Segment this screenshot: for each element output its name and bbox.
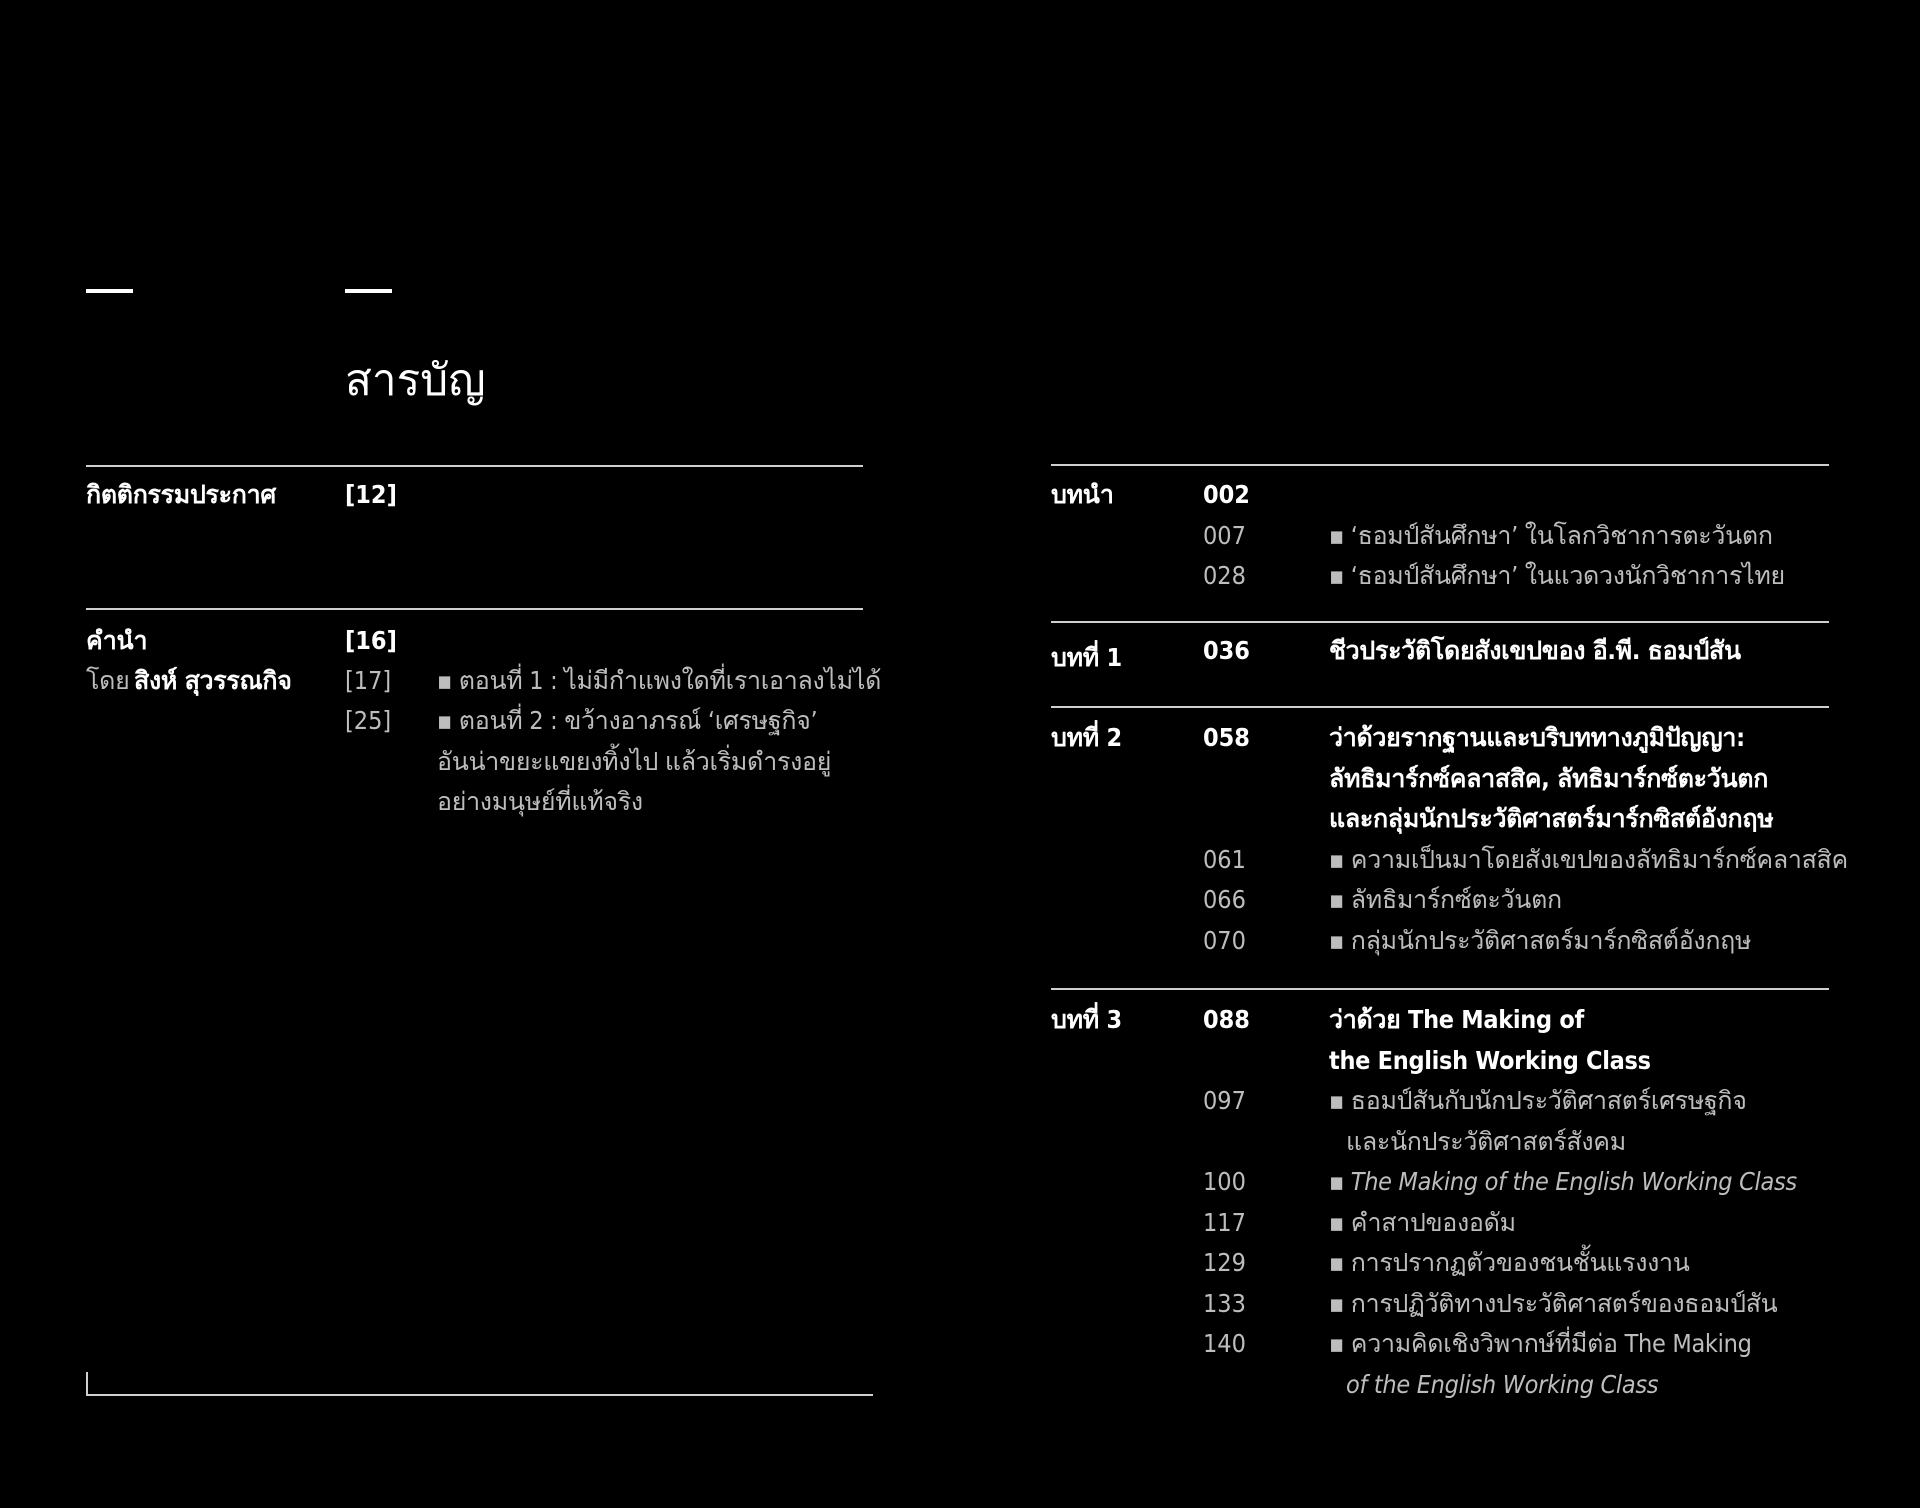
chapter-3-sub-5: ▪ การปฏิวัติทางประวัติศาสตร์ของธอมป์สัน	[1329, 1289, 1778, 1318]
author-name: สิงห์ สุวรรณกิจ	[134, 666, 292, 695]
chapter-1-title: ชีวประวัติโดยสังเขปของ อี.พี. ธอมป์สัน	[1329, 636, 1741, 665]
entry-page-preface: [16]	[345, 626, 397, 655]
corner-mark-horizontal	[86, 1394, 873, 1396]
intro-sub-2: ▪ ‘ธอมป์สันศึกษา’ ในแวดวงนักวิชาการไทย	[1329, 561, 1785, 590]
divider-chapter-1	[1051, 621, 1829, 623]
chapter-2-title-line-1: ว่าด้วยรากฐานและบริบททางภูมิปัญญา:	[1329, 723, 1745, 752]
preface-subitem-page-2: [25]	[345, 706, 392, 735]
chapter-3-sub-6-line-2: of the English Working Class	[1346, 1370, 1659, 1399]
section-label-chapter-3: บทที่ 3	[1051, 1005, 1122, 1034]
chapter-3-sub-1-line-1: ▪ ธอมป์สันกับนักประวัติศาสตร์เศรษฐกิจ	[1329, 1086, 1747, 1115]
chapter-3-sub-4: ▪ การปรากฏตัวของชนชั้นแรงงาน	[1329, 1248, 1690, 1277]
section-page-chapter-1: 036	[1203, 636, 1250, 665]
chapter-2-title-line-3: และกลุ่มนักประวัติศาสตร์มาร์กซิสต์อังกฤษ	[1329, 804, 1774, 833]
chapter-3-sub-page-4: 129	[1203, 1248, 1246, 1277]
preface-subitem-1: ▪ ตอนที่ 1 : ไม่มีกำแพงใดที่เราเอาลงไม่ได้	[437, 666, 882, 695]
divider-preface	[86, 608, 863, 610]
preface-author	[86, 661, 292, 704]
chapter-2-sub-1: ▪ ความเป็นมาโดยสังเขปของลัทธิมาร์กซ์คลาสสิค	[1329, 845, 1848, 874]
corner-mark-vertical	[86, 1372, 88, 1396]
preface-subitem-2-line-3: อย่างมนุษย์ที่แท้จริง	[437, 787, 643, 816]
entry-page-acknowledgements: [12]	[345, 480, 397, 509]
chapter-2-sub-3: ▪ กลุ่มนักประวัติศาสตร์มาร์กซิสต์อังกฤษ	[1329, 926, 1752, 955]
section-page-intro: 002	[1203, 480, 1250, 509]
chapter-2-sub-page-3: 070	[1203, 926, 1246, 955]
chapter-2-title-line-2: ลัทธิมาร์กซ์คลาสสิค, ลัทธิมาร์กซ์ตะวันตก	[1329, 764, 1769, 793]
chapter-2-sub-page-2: 066	[1203, 885, 1246, 914]
chapter-3-sub-1-line-2: และนักประวัติศาสตร์สังคม	[1346, 1127, 1626, 1156]
section-label-chapter-1: บทที่ 1	[1051, 643, 1122, 672]
chapter-3-sub-2: ▪ The Making of the English Working Class	[1329, 1167, 1797, 1196]
section-page-chapter-3: 088	[1203, 1005, 1250, 1034]
chapter-3-sub-page-6: 140	[1203, 1329, 1246, 1358]
chapter-3-sub-page-1: 097	[1203, 1086, 1246, 1115]
chapter-2-sub-page-1: 061	[1203, 845, 1246, 874]
left-column-dash	[86, 289, 133, 293]
entry-label-acknowledgements: กิตติกรรมประกาศ	[86, 480, 276, 509]
intro-sub-page-2: 028	[1203, 561, 1246, 590]
divider-chapter-3	[1051, 988, 1829, 990]
chapter-3-sub-page-3: 117	[1203, 1208, 1246, 1237]
chapter-3-title-line-2: the English Working Class	[1329, 1046, 1651, 1075]
entry-label-preface: คำนำ	[86, 626, 148, 655]
section-label-chapter-2: บทที่ 2	[1051, 723, 1122, 752]
chapter-3-sub-page-2: 100	[1203, 1167, 1246, 1196]
section-page-chapter-2: 058	[1203, 723, 1250, 752]
chapter-3-sub-6-line-1: ▪ ความคิดเชิงวิพากษ์ที่มีต่อ The Making	[1329, 1329, 1752, 1358]
divider-chapter-2	[1051, 706, 1829, 708]
title-dash	[345, 289, 392, 293]
intro-sub-page-1: 007	[1203, 521, 1246, 550]
divider-intro	[1051, 464, 1829, 466]
chapter-3-sub-page-5: 133	[1203, 1289, 1246, 1318]
author-prefix: โดย	[86, 666, 130, 695]
intro-sub-1: ▪ ‘ธอมป์สันศึกษา’ ในโลกวิชาการตะวันตก	[1329, 521, 1773, 550]
divider-acknowledgements	[86, 465, 863, 467]
chapter-3-sub-3: ▪ คำสาปของอดัม	[1329, 1208, 1516, 1237]
page-title: สารบัญ	[345, 355, 486, 406]
preface-subitem-page-1: [17]	[345, 666, 392, 695]
preface-subitem-2-line-2: อันน่าขยะแขยงทิ้งไป แล้วเริ่มดำรงอยู่	[437, 747, 832, 776]
preface-subitem-2-line-1: ▪ ตอนที่ 2 : ขว้างอาภรณ์ ‘เศรษฐกิจ’	[437, 706, 818, 735]
chapter-2-sub-2: ▪ ลัทธิมาร์กซ์ตะวันตก	[1329, 885, 1562, 914]
chapter-3-title-line-1: ว่าด้วย The Making of	[1329, 1005, 1584, 1034]
section-label-intro: บทนำ	[1051, 480, 1114, 509]
